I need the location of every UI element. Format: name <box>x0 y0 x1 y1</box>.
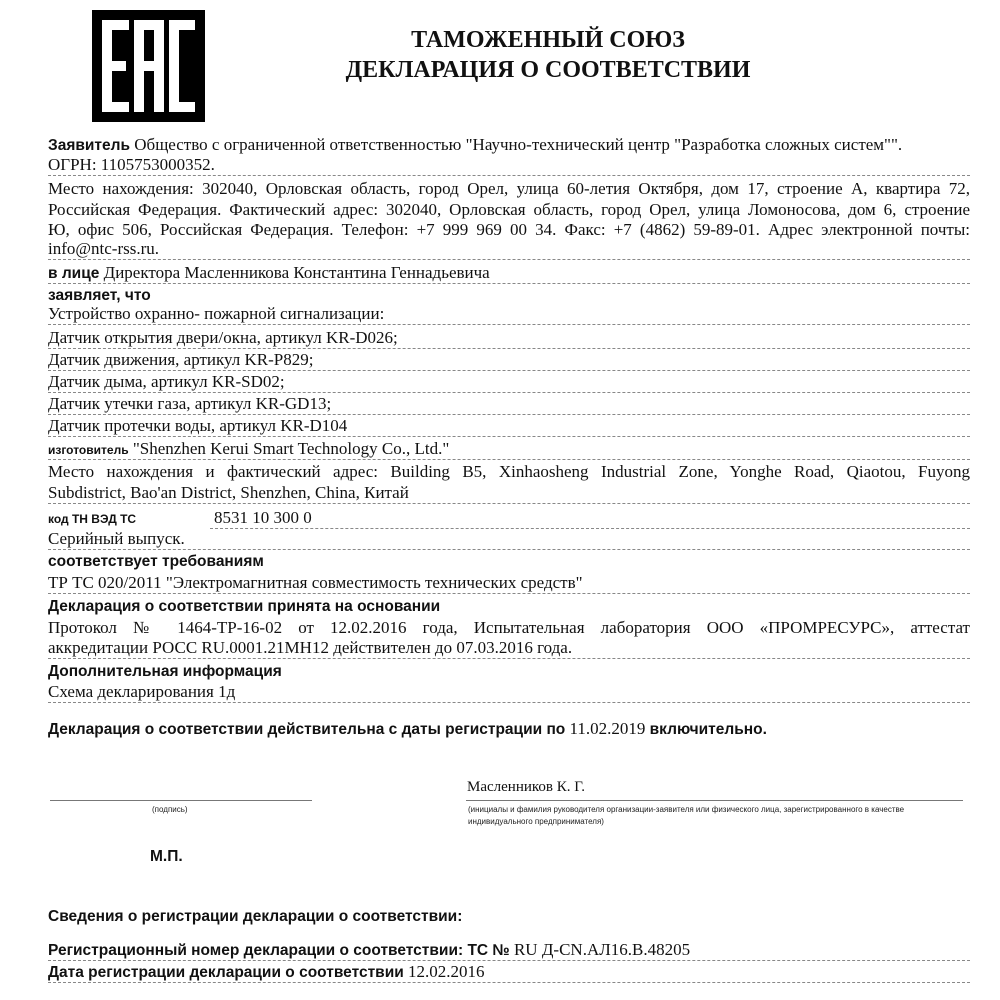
manufacturer-label: изготовитель <box>48 443 129 457</box>
manufacturer-address-line: Subdistrict, Bao'an District, Shenzhen, China, Китай <box>48 482 970 504</box>
product-line: Датчик дыма, артикул KR-SD02; <box>48 371 970 393</box>
registration-number: RU Д-CN.АЛ16.В.48205 <box>513 940 691 959</box>
eac-logo <box>92 10 205 122</box>
product-line: Датчик открытия двери/окна, артикул KR-D026; <box>48 327 970 349</box>
applicant-name: Общество с ограниченной ответственностью "Научно-технический центр "Разработка сложных систем"". <box>134 135 903 154</box>
serial-release: Серийный выпуск. <box>48 528 970 550</box>
applicant-ogrn: ОГРН: 1105753000352. <box>48 154 970 176</box>
registration-date-row <box>48 961 970 983</box>
product-line: Датчик утечки газа, артикул KR-GD13; <box>48 393 970 415</box>
signature-line <box>50 800 312 801</box>
basis-line: Протокол № 1464-ТР-16-02 от 12.02.2016 года, Испытательная лаборатория ООО «ПРОМРЕСУРС», аттестат <box>48 618 970 637</box>
representative-label: в лице <box>48 265 100 282</box>
additional-value: Схема декларирования 1д <box>48 681 970 703</box>
registration-date: 12.02.2016 <box>408 962 485 981</box>
hs-code-value <box>210 507 970 529</box>
applicant-label: Заявитель <box>48 137 131 154</box>
applicant-address-line: Российская Федерация. Фактический адрес: 302040, Орловская область, город Орел, улица Ломоносова, дом 6, строение <box>48 200 970 219</box>
representative-value: Директора Масленникова Константина Геннадьевича <box>103 263 490 282</box>
registration-date-label: Дата регистрации декларации о соответствии <box>48 964 404 981</box>
applicant-address-line: Ю, офис 506, Российская Федерация. Телефон: +7 999 969 00 34. Факс: +7 (4862) 59-89-01. Адрес электронной почты: <box>48 220 970 239</box>
manufacturer-address-line: Место нахождения и фактический адрес: Building B5, Xinhaosheng Industrial Zone, Yonghe Road, Qiaotou, Fuyong <box>48 462 970 481</box>
manufacturer-row <box>48 438 970 460</box>
title-declaration: ДЕКЛАРАЦИЯ О СООТВЕТСТВИИ <box>345 57 751 83</box>
basis-label: Декларация о соответствии принята на основании <box>48 598 441 615</box>
validity-suffix: включительно. <box>649 721 767 738</box>
validity-prefix: Декларация о соответствии действительна с даты регистрации по <box>48 721 566 738</box>
applicant-row <box>48 134 970 155</box>
product-line: Устройство охранно- пожарной сигнализации: <box>48 303 970 325</box>
basis-line: аккредитации РОСС RU.0001.21МН12 действителен до 07.03.2016 года. <box>48 637 970 659</box>
complies-label: соответствует требованиям <box>48 553 264 570</box>
complies-value: ТР ТС 020/2011 "Электромагнитная совместимость технических средств" <box>48 572 970 594</box>
validity-date: 11.02.2019 <box>569 719 646 738</box>
applicant-address-line: Место нахождения: 302040, Орловская область, город Орел, улица 60-летия Октября, дом 17, строение А, квартира 72, <box>48 179 970 198</box>
registration-number-label: Регистрационный номер декларации о соответствии: ТС № <box>48 942 510 959</box>
product-line: Датчик протечки воды, артикул KR-D104 <box>48 415 970 437</box>
declares-label: заявляет, что <box>48 287 151 304</box>
registration-number-row <box>48 939 970 961</box>
manufacturer-name: "Shenzhen Kerui Smart Technology Co., Ltd." <box>132 439 450 458</box>
hs-code-value-text: 8531 10 300 0 <box>214 508 312 527</box>
product-line: Датчик движения, артикул KR-P829; <box>48 349 970 371</box>
name-caption: (инициалы и фамилия руководителя организации-заявителя или физического лица, зарегистрированного в качестве <box>468 805 905 814</box>
name-caption: индивидуального предпринимателя) <box>468 817 604 826</box>
hs-code-row <box>48 507 970 528</box>
stamp-place: М.П. <box>150 848 183 865</box>
applicant-email: info@ntc-rss.ru. <box>48 238 970 260</box>
hs-code-label: код ТН ВЭД ТС <box>48 512 137 526</box>
registration-heading: Сведения о регистрации декларации о соответствии: <box>48 908 463 925</box>
validity-row <box>48 718 970 739</box>
representative-row <box>48 262 970 284</box>
signatory-name: Масленников К. Г. <box>467 779 585 795</box>
title-customs-union: ТАМОЖЕННЫЙ СОЮЗ <box>411 27 685 53</box>
signature-caption: (подпись) <box>152 805 188 814</box>
additional-label: Дополнительная информация <box>48 663 282 680</box>
name-line <box>466 800 963 801</box>
